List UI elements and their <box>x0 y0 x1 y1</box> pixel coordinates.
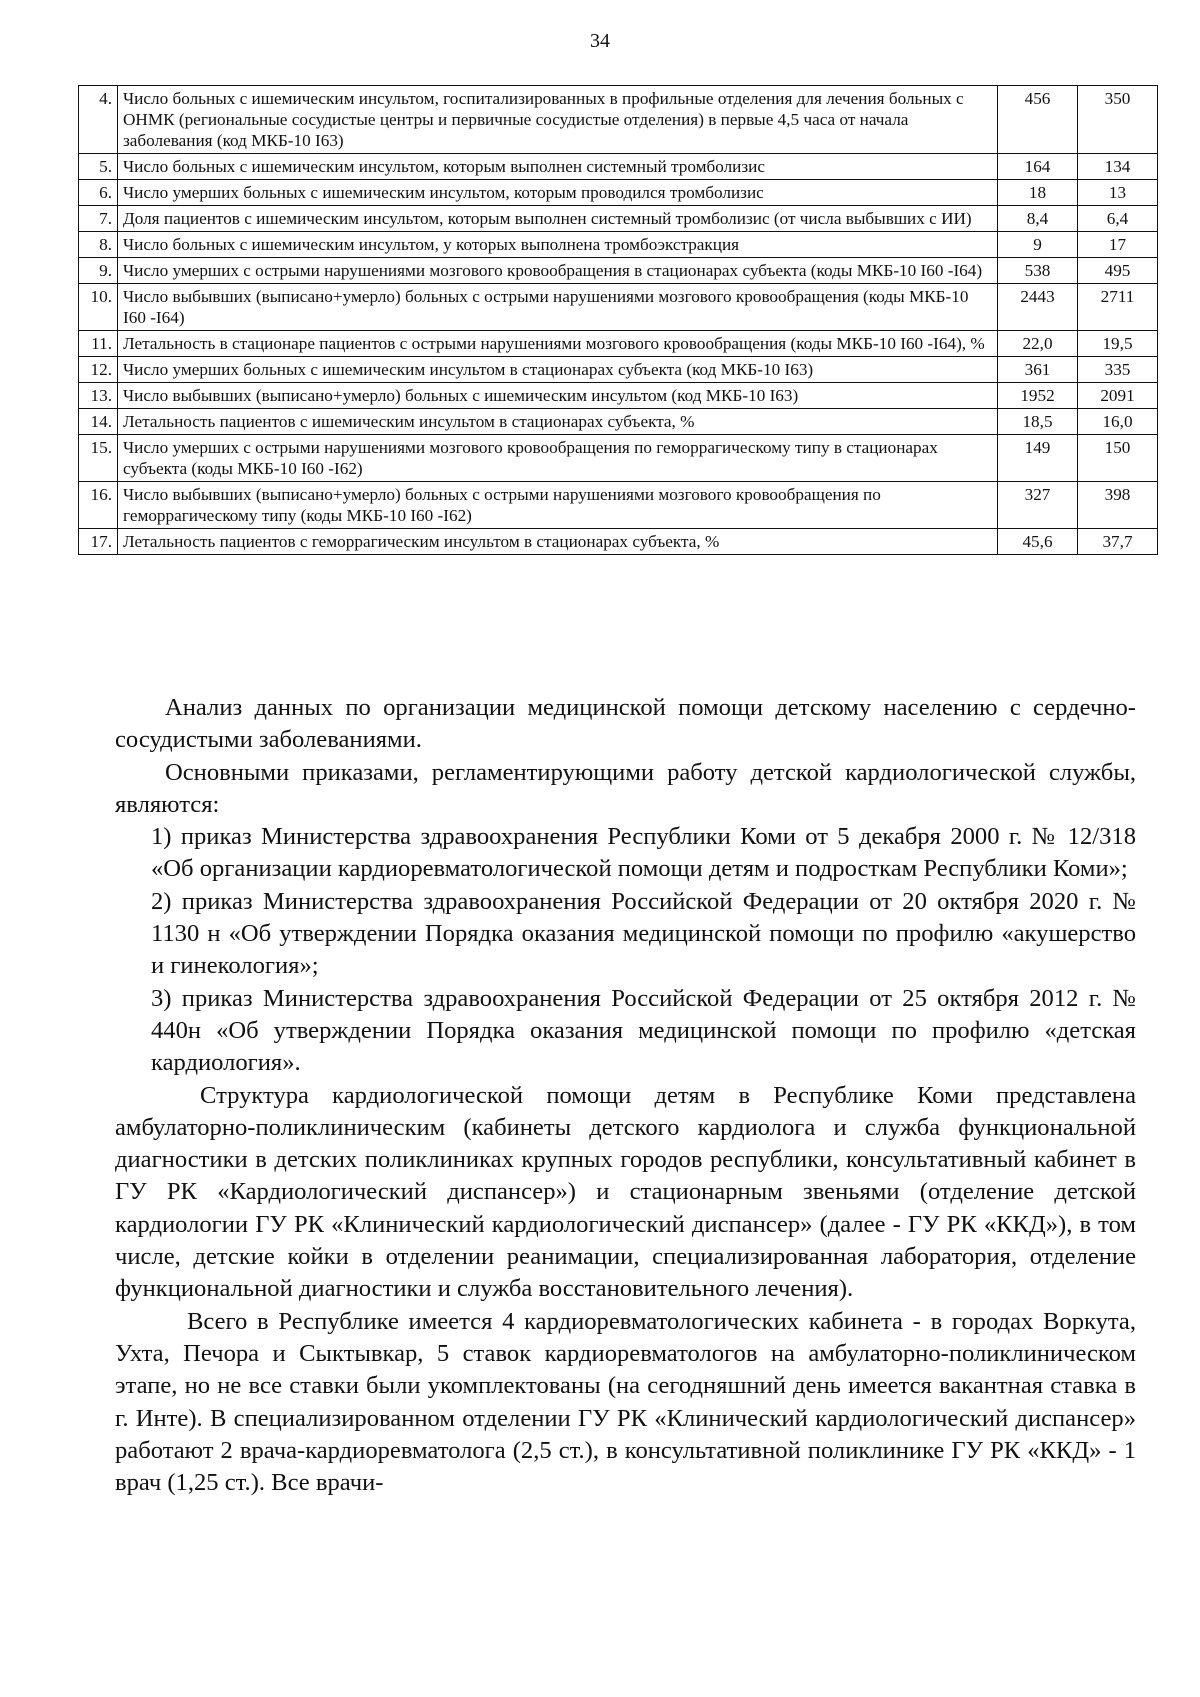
indicator-description-cell: Число больных с ишемическим инсультом, которым выполнен системный тромболизис <box>118 154 998 180</box>
value-cell-1: 22,0 <box>998 331 1078 357</box>
value-cell-1: 18 <box>998 180 1078 206</box>
indicator-description-cell: Летальность в стационаре пациентов с острыми нарушениями мозгового кровообращения (коды МКБ-10 I60 -I64), % <box>118 331 998 357</box>
indicator-description-cell: Доля пациентов с ишемическим инсультом, которым выполнен системный тромболизис (от числа выбывших с ИИ) <box>118 206 998 232</box>
row-number-cell: 5. <box>79 154 118 180</box>
row-number-cell: 14. <box>79 409 118 435</box>
table-row <box>79 284 1158 331</box>
cabinets-paragraph: Всего в Республике имеется 4 кардиоревматологических кабинета - в городах Воркута, Ухта, Печора и Сыктывкар, 5 ставок кардиоревматологов на амбулаторно-поликлиническом этапе, но не все ставки были укомплектованы (на сегодняшний день имеется вакантная ставка в г. Инте). В специализированном отделении ГУ РК «Клинический кардиологический диспансер» работают 2 врача-кардиоревматолога (2,5 ст.), в консультативной поликлинике ГУ РК «ККД» - 1 врач (1,25 ст.). Все врачи- <box>115 1307 1136 1497</box>
value-cell-2: 13 <box>1078 180 1158 206</box>
table-row <box>79 482 1158 529</box>
statistics-table-body <box>79 86 1158 555</box>
value-cell-1: 538 <box>998 258 1078 284</box>
value-cell-1: 327 <box>998 482 1078 529</box>
value-cell-1: 45,6 <box>998 529 1078 555</box>
table-row <box>79 383 1158 409</box>
row-number-cell: 4. <box>79 86 118 154</box>
value-cell-2: 37,7 <box>1078 529 1158 555</box>
row-number-cell: 13. <box>79 383 118 409</box>
row-number-cell: 10. <box>79 284 118 331</box>
table-row <box>79 529 1158 555</box>
section-heading: Анализ данных по организации медицинской помощи детскому населению с сердечно-сосудистыми заболеваниями. <box>115 694 1136 754</box>
row-number-cell: 11. <box>79 331 118 357</box>
order-item: 3) приказ Министерства здравоохранения Российской Федерации от 25 октября 2012 г. № 440н «Об утверждении Порядка оказания медицинской помощи по профилю «детская кардиология». <box>151 984 1136 1077</box>
row-number-cell: 6. <box>79 180 118 206</box>
value-cell-2: 335 <box>1078 357 1158 383</box>
value-cell-1: 164 <box>998 154 1078 180</box>
value-cell-2: 150 <box>1078 435 1158 482</box>
indicator-description-cell: Число выбывших (выписано+умерло) больных с острыми нарушениями мозгового кровообращения по геморрагическому типу (коды МКБ-10 I60 -I62) <box>118 482 998 529</box>
indicator-description-cell: Число больных с ишемическим инсультом, госпитализированных в профильные отделения для лечения больных с ОНМК (региональные сосудистые центры и первичные сосудистые отделения) в первые 4,5 часа от начала заболевания (код МКБ-10 I63) <box>118 86 998 154</box>
value-cell-2: 17 <box>1078 232 1158 258</box>
indicator-description-cell: Число умерших с острыми нарушениями мозгового кровообращения по геморрагическому типу в стационарах субъекта (коды МКБ-10 I60 -I62) <box>118 435 998 482</box>
order-item: 2) приказ Министерства здравоохранения Российской Федерации от 20 октября 2020 г. № 1130 н «Об утверждении Порядка оказания медицинской помощи по профилю «акушерство и гинекология»; <box>151 887 1136 980</box>
value-cell-2: 350 <box>1078 86 1158 154</box>
table-row <box>79 232 1158 258</box>
row-number-cell: 17. <box>79 529 118 555</box>
indicator-description-cell: Число умерших с острыми нарушениями мозгового кровообращения в стационарах субъекта (коды МКБ-10 I60 -I64) <box>118 258 998 284</box>
value-cell-2: 16,0 <box>1078 409 1158 435</box>
value-cell-2: 495 <box>1078 258 1158 284</box>
value-cell-2: 2711 <box>1078 284 1158 331</box>
row-number-cell: 12. <box>79 357 118 383</box>
table-row <box>79 258 1158 284</box>
indicator-description-cell: Число больных с ишемическим инсультом, у которых выполнена тромбоэкстракция <box>118 232 998 258</box>
structure-paragraph: Структура кардиологической помощи детям в Республике Коми представлена амбулаторно-поликлиническим (кабинеты детского кардиолога и служба функциональной диагностики в детских поликлиниках крупных городов республики, консультативный кабинет в ГУ РК «Кардиологический диспансер») и стационарным звеньями (отделение детской кардиологии ГУ РК «Клинический кардиологический диспансер» (далее - ГУ РК «ККД»), в том числе, детские койки в отделении реанимации, специализированная лаборатория, отделение функциональной диагностики и служба восстановительного лечения). <box>115 1081 1136 1303</box>
value-cell-1: 361 <box>998 357 1078 383</box>
table-row <box>79 409 1158 435</box>
value-cell-1: 18,5 <box>998 409 1078 435</box>
value-cell-1: 2443 <box>998 284 1078 331</box>
indicator-description-cell: Число выбывших (выписано+умерло) больных с ишемическим инсультом (код МКБ-10 I63) <box>118 383 998 409</box>
table-row <box>79 86 1158 154</box>
indicator-description-cell: Летальность пациентов с ишемическим инсультом в стационарах субъекта, % <box>118 409 998 435</box>
value-cell-2: 134 <box>1078 154 1158 180</box>
value-cell-1: 8,4 <box>998 206 1078 232</box>
value-cell-2: 2091 <box>1078 383 1158 409</box>
value-cell-1: 9 <box>998 232 1078 258</box>
table-row <box>79 331 1158 357</box>
orders-intro: Основными приказами, регламентирующими работу детской кардиологической службы, являются: <box>115 758 1136 818</box>
value-cell-1: 149 <box>998 435 1078 482</box>
indicator-description-cell: Число умерших больных с ишемическим инсультом в стационарах субъекта (код МКБ-10 I63) <box>118 357 998 383</box>
value-cell-1: 1952 <box>998 383 1078 409</box>
row-number-cell: 16. <box>79 482 118 529</box>
row-number-cell: 9. <box>79 258 118 284</box>
row-number-cell: 7. <box>79 206 118 232</box>
page-number: 34 <box>590 30 610 52</box>
table-row <box>79 180 1158 206</box>
indicator-description-cell: Число выбывших (выписано+умерло) больных с острыми нарушениями мозгового кровообращения (коды МКБ-10 I60 -I64) <box>118 284 998 331</box>
value-cell-2: 19,5 <box>1078 331 1158 357</box>
row-number-cell: 15. <box>79 435 118 482</box>
value-cell-2: 398 <box>1078 482 1158 529</box>
indicator-description-cell: Число умерших больных с ишемическим инсультом, которым проводился тромболизис <box>118 180 998 206</box>
body-text <box>115 692 1136 1499</box>
statistics-table <box>78 85 1158 555</box>
row-number-cell: 8. <box>79 232 118 258</box>
value-cell-1: 456 <box>998 86 1078 154</box>
table-row <box>79 206 1158 232</box>
value-cell-2: 6,4 <box>1078 206 1158 232</box>
table-row <box>79 154 1158 180</box>
table-row <box>79 357 1158 383</box>
table-row <box>79 435 1158 482</box>
indicator-description-cell: Летальность пациентов с геморрагическим инсультом в стационарах субъекта, % <box>118 529 998 555</box>
order-item: 1) приказ Министерства здравоохранения Республики Коми от 5 декабря 2000 г. № 12/318 «Об организации кардиоревматологической помощи детям и подросткам Республики Коми»; <box>151 823 1136 883</box>
